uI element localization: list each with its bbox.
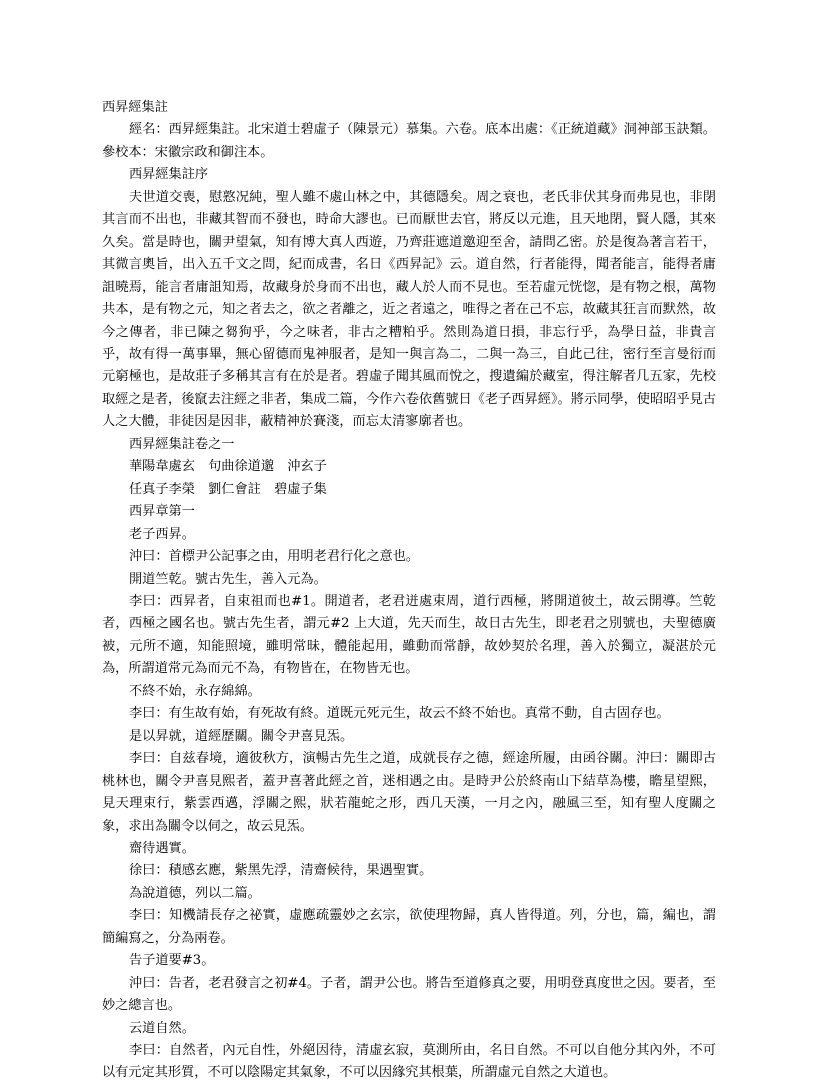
paragraph-commentators-line-2: 任真子李榮 劉仁會註 碧虛子集 (129, 481, 327, 497)
paragraph-commentary-li-2: 李曰：有生故有始，有死故有終。道既元死元生，故云不終不始也。真常不動，自古固存也。 (129, 706, 670, 722)
document-text-body (102, 97, 716, 1085)
paragraph-sutra-line-7: 告子道要#3。 (129, 953, 215, 969)
paragraph-chapter-heading: 西昇章第一 (129, 504, 195, 520)
paragraph-commentary-li-3: 李曰：自兹春境，適彼秋方，演暢古先生之道，成就長存之德，經途所履，由函谷關。沖曰：關即古桃林也，關令尹喜見熙者，蓋尹喜著此經之首，迷相遇之由。是時尹公於終南山下結草為樓，瞻星望熙，見天理束行，紫雲西邁，浮關之熙，狀若龍蛇之形，西几天漢，一月之內，融風三至，知有聖人度關之象，求出為關令以伺之，故云見炁。 (102, 751, 716, 834)
paragraph-preface-heading: 西昇經集註序 (129, 167, 209, 183)
paragraph-commentary-chong-2: 沖曰：告者，老君發言之初#4。子者，謂尹公也。將告至道修真之要，用明登真度世之因。要者，至妙之總言也。 (102, 975, 716, 1014)
paragraph-sutra-line-8: 云道自然。 (129, 1020, 195, 1036)
paragraph-commentary-chong-1: 沖曰：首標尹公記事之由，用明老君行化之意也。 (129, 549, 420, 565)
paragraph-sutra-line-2: 開道竺乾。號古先生，善入元為。 (129, 571, 327, 587)
paragraph-commentary-li-5: 李曰：自然者，內元自性，外絕因待，清虛玄寂，莫測所由，名日自然。不可以自他分其內外，不可以有元定其形質，不可以陰陽定其氣象，不可以因緣究其根葉，所謂虛元自然之大道也。 (102, 1043, 716, 1081)
paragraph-sutra-line-5: 齋待遇實。 (129, 840, 195, 856)
paragraph-preface-body: 夫世道交喪，慰憝况純，聖人雖不處山林之中，其德隱矣。周之衰也，老氏非伏其身而弗見也，非閉其言而不出也，非藏其智而不發也，時命大謬也。已而厭世去官，將反以元進，且天地閉，賢人隱，其來久矣。當是時也，關尹望氣，知有博大真人西遊，乃齊莊遮道邀迎至舍，請問乙密。於是復為著言若干，其微言奧旨，出入五千文之問，紀而成書，名日《西昇記》云。道自然，行者能得，聞者能言，能得者庸詛曉焉，能言者庸詛知焉，故藏身於身而不出也，藏人於人而不見也。至若虛元恍惚，是有物之根，萬物共本，是有物之元，知之者去之，欲之者離之，近之者遠之，唯得之者在己不忘，故藏其狂言而默然，故今之傳者，非已陳之芻狗乎，今之味者，非古之糟粕乎。然則為道日損，非忘行乎，為學日益，非貴言乎，故有得一萬事畢，無心留德而鬼神服者，是知一與言為二，二與一為三，自此己往，密行至言曼衍而元窮極也，是故莊子多稱其言有在於是者。碧虛子聞其風而悅之，搜遺編於藏室，得注解者几五家，先校取經之是者，後竄去注經之非者，集成二篇，今作六卷依舊號日《老子西昇經》。將示同學，使昭昭乎見古人之大體，非徒因是因非，蔽精神於賽淺，而忘太清寥廓者也。 (102, 189, 716, 430)
paragraph-commentators-line-1: 華陽韋處玄 句曲徐道邈 沖玄子 (129, 459, 327, 475)
paragraph-volume-heading: 西昇經集註卷之一 (129, 436, 235, 452)
paragraph-sutra-line-1: 老子西昇。 (129, 526, 195, 542)
paragraph-commentary-xu-1: 徐曰：積感玄應，紫黑先浮，清齋候待，果遇聖實。 (129, 863, 433, 879)
paragraph-title-line: 西昇經集註 (102, 100, 168, 115)
paragraph-commentary-li-4: 李曰：知機請長存之祕實，虛應疏靈妙之玄宗，欲使理物歸，真人皆得道。列，分也，篇，編也，謂簡編寫之，分為兩卷。 (102, 908, 716, 946)
paragraph-sutra-line-3: 不終不始，永存綿綿。 (129, 683, 261, 699)
paragraph-bibliographic-note: 經名：西昇經集註。北宋道士碧虛子（陳景元）慕集。六卷。底本出處：《正統道藏》洞神部玉訣類。參校本：宋徽宗政和御注本。 (102, 122, 716, 160)
paragraph-commentary-li-1: 李曰：西昇者，自束祖而也#1。開道者，老君迸處束周，道行西極，將開道彼土，故云開導。竺乾者，西極之國名也。號古先生者，謂元#2 上大道，先天而生，故日古先生，即老君之別號也，夫聖德廣被，元所不適，知能照境，雖明常昧，體能起用，雖動而常靜，故妙契於名理，善入於獨立，凝湛於元為，所謂道常元為而元不為，有物皆在，在物皆无也。 (102, 593, 716, 677)
paragraph-sutra-line-4: 是以昇就，道經歷關。關令尹喜見炁。 (129, 728, 354, 744)
paragraph-sutra-line-6: 為說道德，列以二篇。 (129, 885, 261, 901)
